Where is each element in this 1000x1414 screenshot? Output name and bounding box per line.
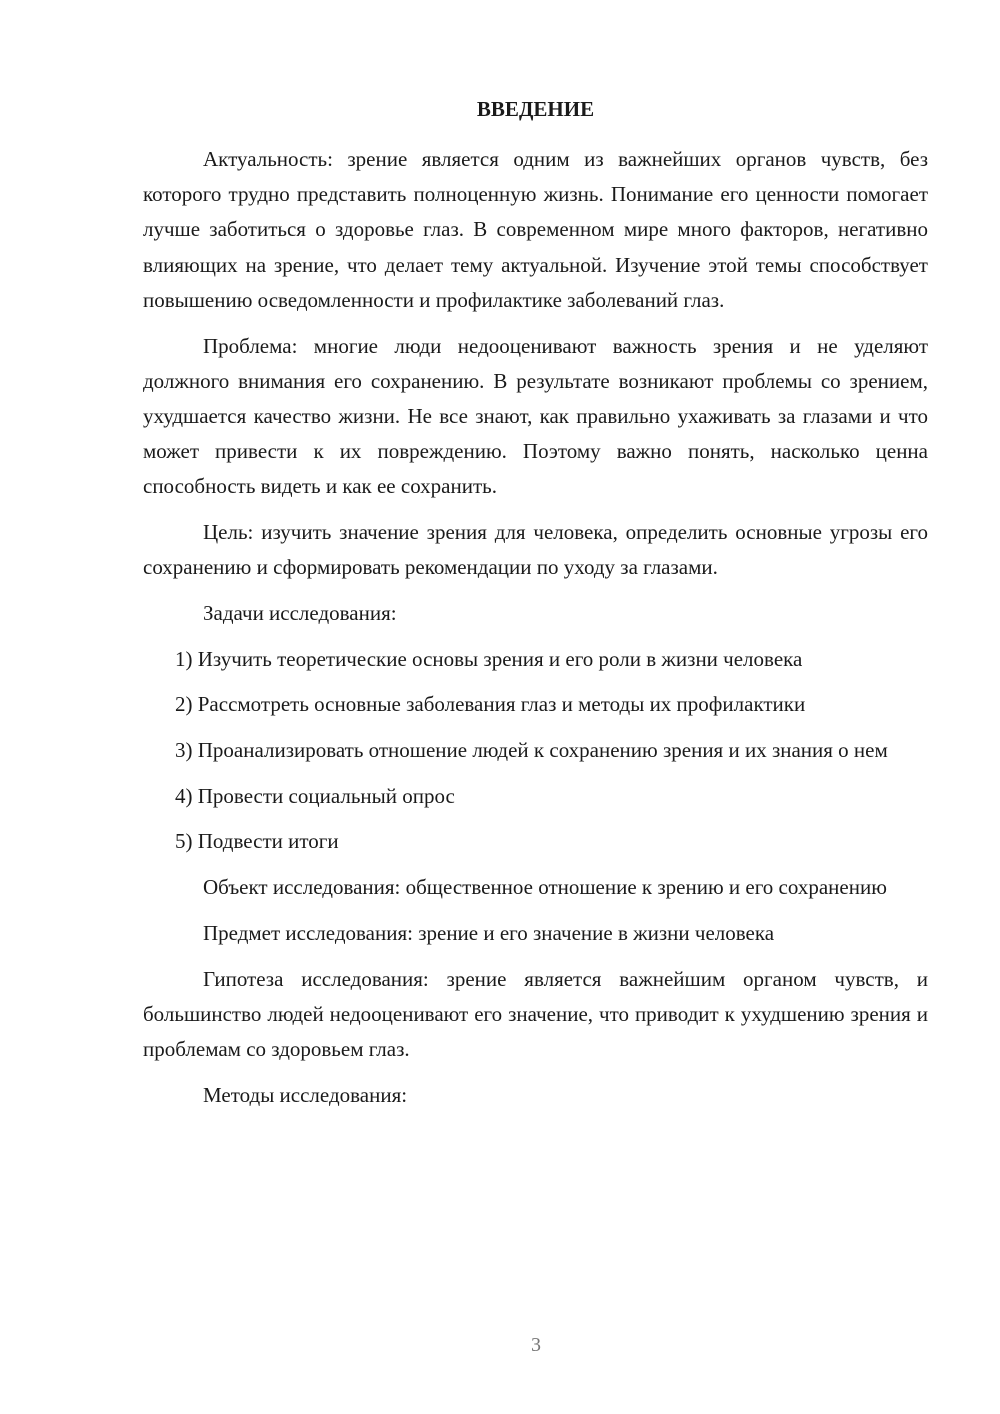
paragraph-problem: Проблема: многие люди недооценивают важность зрения и не уделяют должного внимания его сохранению. В результате возникают проблемы со зрением, ухудшается качество жизни. Не все знают, как правильно ухаживать за глазами и что может привести к их повреждению. Поэтому важно понять, насколько ценна способность видеть и как ее сохранить. [143, 333, 928, 499]
task-item: 2) Рассмотреть основные заболевания глаз и методы их профилактики [175, 692, 806, 717]
task-item: 3) Проанализировать отношение людей к сохранению зрения и их знания о нем [175, 738, 888, 763]
paragraph-tasks-heading: Задачи исследования: [203, 600, 397, 625]
paragraph-subject: Предмет исследования: зрение и его значение в жизни человека [203, 920, 775, 945]
paragraph-goal: Цель: изучить значение зрения для человека, определить основные угрозы его сохранению и сформировать рекомендации по уходу за глазами. [143, 520, 928, 580]
paragraph-object: Объект исследования: общественное отношение к зрению и его сохранению [203, 875, 887, 900]
task-item: 1) Изучить теоретические основы зрения и его роли в жизни человека [175, 646, 803, 671]
section-title: ВВЕДЕНИЕ [476, 97, 595, 121]
paragraph-methods: Методы исследования: [203, 1082, 408, 1107]
task-item: 4) Провести социальный опрос [175, 783, 455, 808]
paragraph-relevance: Актуальность: зрение является одним из важнейших органов чувств, без которого трудно представить полноценную жизнь. Понимание его ценности помогает лучше заботиться о здоровье глаз. В современном мире много факторов, негативно влияющих на зрение, что делает тему актуальной. Изучение этой темы способствует повышению осведомленности и профилактике заболеваний глаз. [143, 147, 928, 312]
document-page [143, 92, 928, 1123]
task-item: 5) Подвести итоги [175, 829, 339, 854]
paragraph-hypothesis: Гипотеза исследования: зрение является важнейшим органом чувств, и большинство людей недооценивают его значение, что приводит к ухудшению зрения и проблемам со здоровьем глаз. [143, 966, 928, 1061]
page-number: 3 [531, 1334, 541, 1356]
